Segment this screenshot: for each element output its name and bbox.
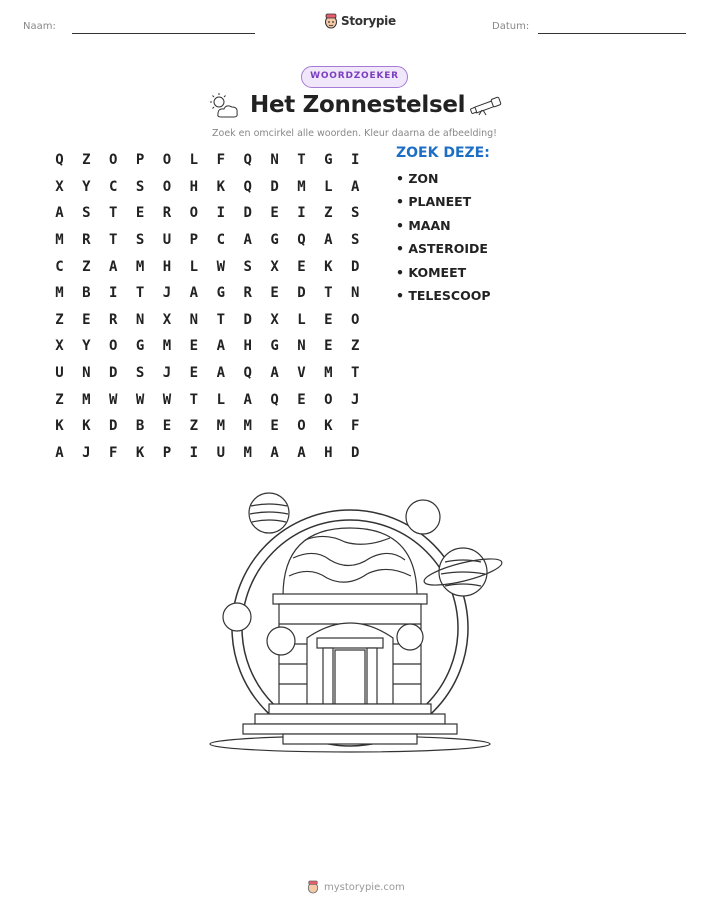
grid-letter[interactable]: A bbox=[109, 258, 118, 275]
grid-letter[interactable]: Q bbox=[270, 391, 279, 408]
grid-letter[interactable]: R bbox=[243, 285, 252, 302]
grid-letter[interactable]: K bbox=[324, 418, 333, 435]
grid-letter[interactable]: A bbox=[351, 178, 360, 195]
grid-letter[interactable]: Y bbox=[82, 338, 91, 355]
grid-row bbox=[46, 386, 369, 413]
grid-letter[interactable]: S bbox=[135, 178, 145, 195]
grid-letter[interactable]: E bbox=[270, 285, 279, 302]
grid-letter[interactable]: J bbox=[351, 391, 360, 408]
grid-row bbox=[46, 174, 369, 201]
grid-letter[interactable]: A bbox=[216, 365, 225, 382]
grid-letter[interactable]: M bbox=[216, 418, 225, 435]
instructions: Zoek en omcirkel alle woorden. Kleur daarna de afbeelding! bbox=[212, 128, 497, 139]
grid-letter[interactable]: W bbox=[216, 258, 225, 275]
grid-letter[interactable]: A bbox=[324, 232, 333, 249]
grid-letter[interactable]: A bbox=[243, 232, 252, 249]
worksheet-type-badge: WOORDZOEKER bbox=[301, 66, 408, 88]
grid-letter[interactable]: E bbox=[162, 418, 172, 435]
grid-letter[interactable]: Z bbox=[351, 338, 360, 355]
grid-letter[interactable]: S bbox=[351, 205, 360, 222]
grid-letter[interactable]: Z bbox=[189, 418, 199, 435]
grid-letter[interactable]: N bbox=[270, 152, 279, 169]
grid-row bbox=[46, 280, 369, 307]
grid-letter[interactable]: D bbox=[351, 444, 360, 461]
grid-letter[interactable]: L bbox=[189, 258, 199, 275]
grid-letter[interactable]: U bbox=[55, 365, 64, 382]
grid-letter[interactable]: Z bbox=[82, 258, 91, 275]
grid-letter[interactable]: M bbox=[55, 285, 64, 302]
grid-row bbox=[46, 200, 369, 227]
grid-letter[interactable]: T bbox=[135, 285, 145, 302]
word-list-item: • MAAN bbox=[396, 217, 451, 233]
grid-letter[interactable]: M bbox=[297, 178, 306, 195]
grid-letter[interactable]: H bbox=[189, 178, 199, 195]
grid-letter[interactable]: E bbox=[324, 311, 333, 328]
grid-letter[interactable]: F bbox=[351, 418, 360, 435]
grid-letter[interactable]: I bbox=[216, 205, 225, 222]
grid-letter[interactable]: W bbox=[162, 391, 172, 408]
grid-letter[interactable]: M bbox=[162, 338, 172, 355]
grid-letter[interactable]: N bbox=[189, 311, 199, 328]
grid-row bbox=[46, 227, 369, 254]
grid-letter[interactable]: N bbox=[135, 311, 145, 328]
grid-letter[interactable]: C bbox=[216, 232, 225, 249]
grid-letter[interactable]: K bbox=[324, 258, 333, 275]
grid-row bbox=[46, 333, 369, 360]
grid-row bbox=[46, 413, 369, 440]
grid-letter[interactable]: T bbox=[297, 152, 306, 169]
grid-letter[interactable]: M bbox=[82, 391, 91, 408]
word-list-title: ZOEK DEZE: bbox=[396, 145, 490, 161]
grid-letter[interactable]: E bbox=[82, 311, 91, 328]
grid-letter[interactable]: E bbox=[189, 365, 199, 382]
grid-letter[interactable]: B bbox=[82, 285, 91, 302]
grid-letter[interactable]: T bbox=[216, 311, 225, 328]
grid-letter[interactable]: E bbox=[324, 338, 333, 355]
grid-letter[interactable]: L bbox=[324, 178, 333, 195]
grid-letter[interactable]: G bbox=[324, 152, 333, 169]
grid-letter[interactable]: K bbox=[82, 418, 91, 435]
grid-letter[interactable]: A bbox=[189, 285, 199, 302]
grid-letter[interactable]: D bbox=[243, 311, 252, 328]
grid-letter[interactable]: N bbox=[297, 338, 306, 355]
grid-letter[interactable]: W bbox=[135, 391, 145, 408]
grid-letter[interactable]: N bbox=[82, 365, 91, 382]
grid-letter[interactable]: Z bbox=[82, 152, 91, 169]
grid-letter[interactable]: A bbox=[270, 444, 279, 461]
name-line[interactable] bbox=[72, 33, 255, 34]
word-list-item: • ZON bbox=[396, 171, 439, 186]
storypie-mascot-icon bbox=[307, 880, 319, 894]
grid-letter[interactable]: O bbox=[109, 338, 118, 355]
grid-letter[interactable]: B bbox=[135, 418, 145, 435]
grid-letter[interactable]: R bbox=[162, 205, 172, 222]
word-list-item: • KOMEET bbox=[396, 264, 467, 280]
grid-letter[interactable]: Q bbox=[297, 232, 306, 249]
page-title: Het Zonnestelsel bbox=[250, 92, 466, 118]
grid-letter[interactable]: S bbox=[82, 205, 91, 222]
grid-letter[interactable]: I bbox=[189, 444, 199, 461]
grid-letter[interactable]: F bbox=[216, 152, 225, 169]
date-label: Datum: bbox=[492, 21, 530, 32]
grid-letter[interactable]: Q bbox=[243, 178, 252, 195]
grid-letter[interactable]: E bbox=[297, 258, 306, 275]
grid-letter[interactable]: A bbox=[270, 365, 279, 382]
grid-letter[interactable]: A bbox=[243, 391, 252, 408]
grid-letter[interactable]: D bbox=[351, 258, 360, 275]
grid-row bbox=[46, 440, 369, 467]
grid-letter[interactable]: N bbox=[351, 285, 360, 302]
word-list bbox=[396, 171, 491, 311]
grid-letter[interactable]: Z bbox=[55, 311, 64, 328]
grid-letter[interactable]: G bbox=[135, 338, 145, 355]
grid-letter[interactable]: T bbox=[109, 205, 118, 222]
word-list-item: • PLANEET bbox=[396, 194, 472, 210]
footer bbox=[307, 880, 405, 894]
grid-letter[interactable]: D bbox=[243, 205, 252, 222]
sun-cloud-icon bbox=[208, 92, 240, 120]
grid-letter[interactable]: A bbox=[55, 205, 64, 222]
grid-letter[interactable]: C bbox=[55, 258, 64, 275]
word-search-grid bbox=[46, 147, 369, 466]
brand-name: Storypie bbox=[341, 14, 396, 28]
grid-letter[interactable]: E bbox=[189, 338, 199, 355]
word-list-item: • TELESCOOP bbox=[396, 287, 491, 303]
grid-letter[interactable]: A bbox=[55, 444, 64, 461]
grid-letter[interactable]: H bbox=[324, 444, 333, 461]
grid-letter[interactable]: H bbox=[243, 338, 252, 355]
grid-letter[interactable]: J bbox=[162, 365, 172, 382]
grid-letter[interactable]: P bbox=[135, 152, 145, 169]
grid-letter[interactable]: F bbox=[109, 444, 118, 461]
grid-letter[interactable]: I bbox=[297, 205, 306, 222]
date-line[interactable] bbox=[538, 33, 686, 34]
grid-letter[interactable]: O bbox=[162, 152, 172, 169]
grid-letter[interactable]: D bbox=[109, 418, 118, 435]
brand-logo bbox=[324, 13, 396, 29]
grid-letter[interactable]: D bbox=[297, 285, 306, 302]
grid-letter[interactable]: S bbox=[351, 232, 360, 249]
observatory-coloring-image[interactable] bbox=[205, 488, 505, 758]
grid-letter[interactable]: Q bbox=[55, 152, 64, 169]
grid-letter[interactable]: D bbox=[109, 365, 118, 382]
grid-letter[interactable]: H bbox=[162, 258, 172, 275]
grid-letter[interactable]: X bbox=[270, 311, 279, 328]
grid-letter[interactable]: O bbox=[109, 152, 118, 169]
grid-letter[interactable]: X bbox=[55, 338, 64, 355]
grid-letter[interactable]: O bbox=[189, 205, 199, 222]
grid-letter[interactable]: O bbox=[162, 178, 172, 195]
grid-letter[interactable]: T bbox=[109, 232, 118, 249]
grid-letter[interactable]: S bbox=[243, 258, 252, 275]
name-label: Naam: bbox=[23, 21, 56, 32]
grid-letter[interactable]: S bbox=[135, 232, 145, 249]
grid-letter[interactable]: O bbox=[297, 418, 306, 435]
grid-letter[interactable]: U bbox=[162, 232, 172, 249]
grid-letter[interactable]: J bbox=[162, 285, 172, 302]
grid-letter[interactable]: R bbox=[82, 232, 91, 249]
storypie-mascot-icon bbox=[324, 13, 338, 29]
grid-letter[interactable]: E bbox=[270, 418, 279, 435]
word-list-item: • ASTEROIDE bbox=[396, 241, 488, 257]
grid-letter[interactable]: D bbox=[270, 178, 279, 195]
grid-letter[interactable]: T bbox=[189, 391, 199, 408]
grid-letter[interactable]: E bbox=[270, 205, 279, 222]
grid-row bbox=[46, 360, 369, 387]
grid-letter[interactable]: M bbox=[243, 444, 252, 461]
grid-letter[interactable]: C bbox=[109, 178, 118, 195]
grid-letter[interactable]: Z bbox=[55, 391, 64, 408]
grid-letter[interactable]: X bbox=[270, 258, 279, 275]
grid-letter[interactable]: Q bbox=[243, 152, 252, 169]
grid-letter[interactable]: O bbox=[324, 391, 333, 408]
grid-row bbox=[46, 253, 369, 280]
grid-letter[interactable]: I bbox=[351, 152, 360, 169]
grid-letter[interactable]: U bbox=[216, 444, 225, 461]
grid-letter[interactable]: L bbox=[189, 152, 199, 169]
grid-letter[interactable]: A bbox=[297, 444, 306, 461]
grid-letter[interactable]: X bbox=[55, 178, 64, 195]
grid-letter[interactable]: M bbox=[243, 418, 252, 435]
grid-letter[interactable]: L bbox=[216, 391, 225, 408]
grid-letter[interactable]: G bbox=[216, 285, 225, 302]
footer-url[interactable]: mystorypie.com bbox=[324, 881, 405, 893]
grid-letter[interactable]: Z bbox=[324, 205, 333, 222]
grid-letter[interactable]: P bbox=[162, 444, 172, 461]
grid-letter[interactable]: G bbox=[270, 232, 279, 249]
grid-letter[interactable]: Y bbox=[82, 178, 91, 195]
grid-letter[interactable]: G bbox=[270, 338, 279, 355]
grid-letter[interactable]: P bbox=[189, 232, 199, 249]
grid-letter[interactable]: M bbox=[324, 365, 333, 382]
grid-letter[interactable]: A bbox=[216, 338, 225, 355]
telescope-icon bbox=[470, 94, 504, 116]
grid-letter[interactable]: J bbox=[82, 444, 91, 461]
grid-letter[interactable]: M bbox=[55, 232, 64, 249]
grid-letter[interactable]: K bbox=[216, 178, 225, 195]
grid-letter[interactable]: E bbox=[135, 205, 145, 222]
grid-letter[interactable]: L bbox=[297, 311, 306, 328]
grid-letter[interactable]: T bbox=[351, 365, 360, 382]
grid-letter[interactable]: I bbox=[109, 285, 118, 302]
grid-letter[interactable]: W bbox=[109, 391, 118, 408]
grid-letter[interactable]: E bbox=[297, 391, 306, 408]
grid-letter[interactable]: T bbox=[324, 285, 333, 302]
grid-letter[interactable]: S bbox=[135, 365, 145, 382]
grid-letter[interactable]: K bbox=[135, 444, 145, 461]
grid-letter[interactable]: V bbox=[297, 365, 306, 382]
grid-letter[interactable]: O bbox=[351, 311, 360, 328]
grid-letter[interactable]: R bbox=[109, 311, 118, 328]
grid-letter[interactable]: Q bbox=[243, 365, 252, 382]
grid-letter[interactable]: X bbox=[162, 311, 172, 328]
grid-row bbox=[46, 307, 369, 334]
grid-row bbox=[46, 147, 369, 174]
grid-letter[interactable]: K bbox=[55, 418, 64, 435]
grid-letter[interactable]: M bbox=[135, 258, 145, 275]
